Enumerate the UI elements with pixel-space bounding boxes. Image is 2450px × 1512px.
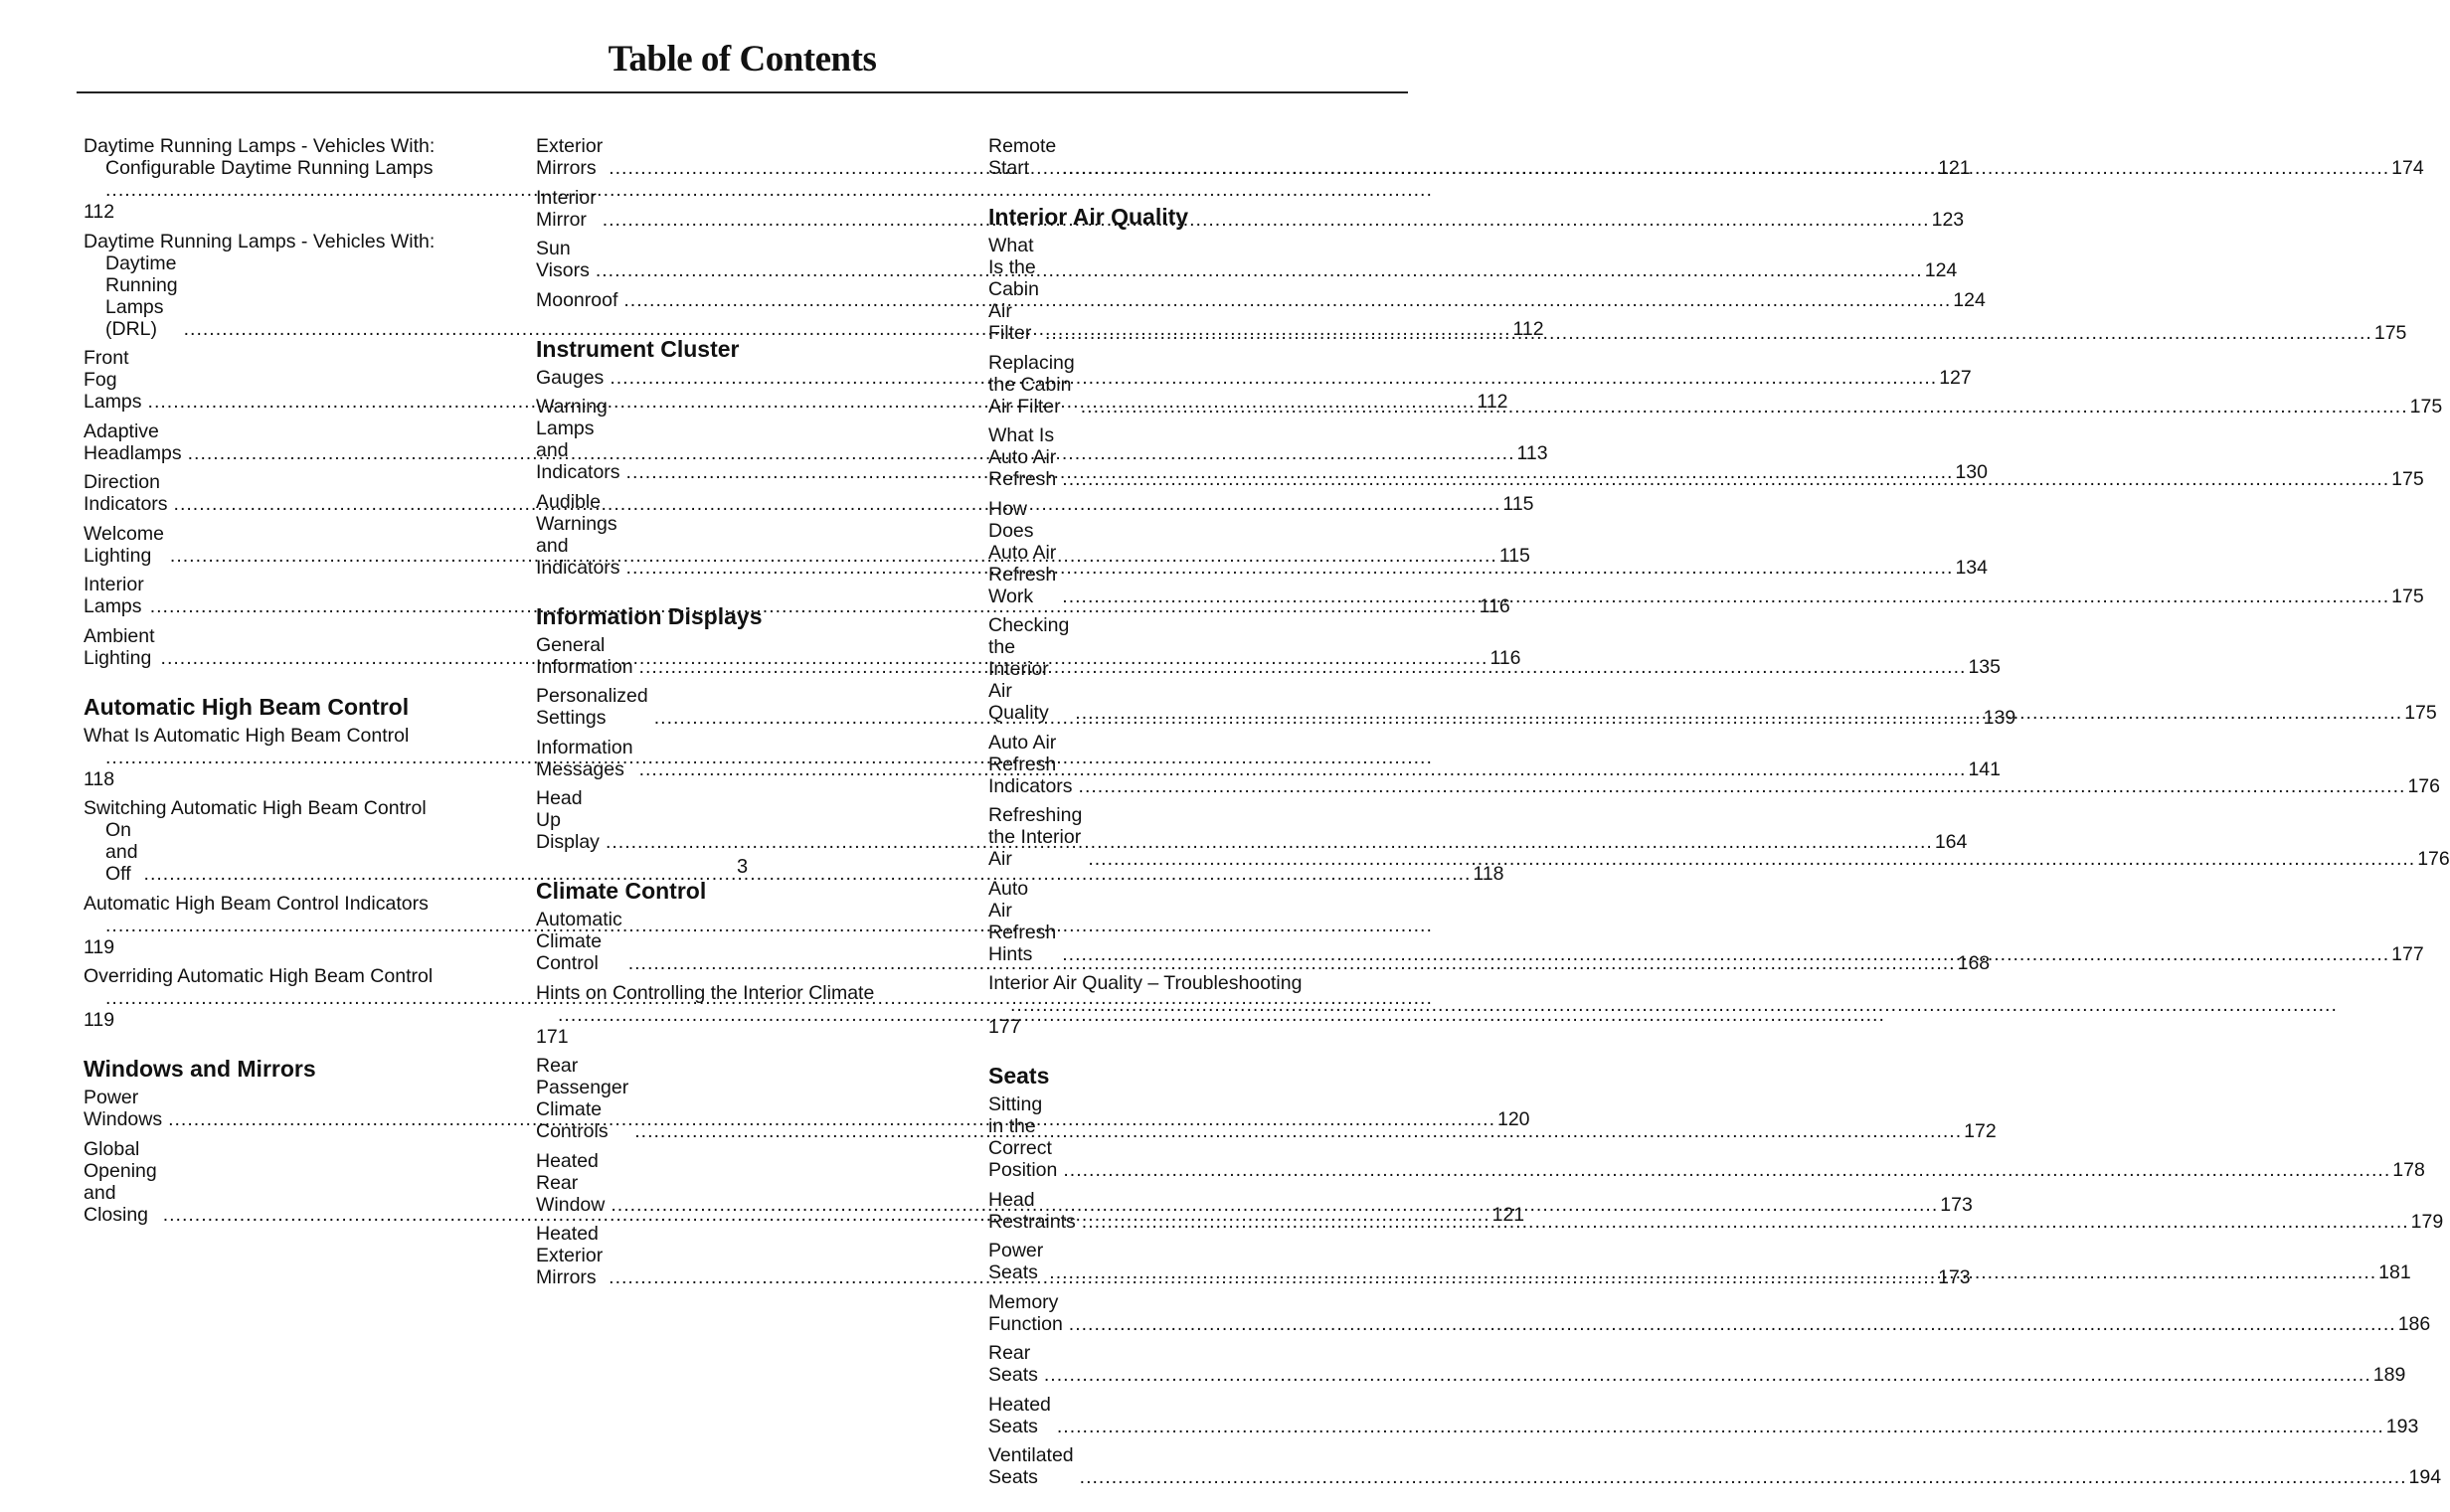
dot-leader: [1062, 943, 2389, 965]
entry-title: General Information: [536, 633, 633, 678]
entry-title: What Is Automatic High Beam Control: [84, 724, 410, 747]
entry-title: Interior Mirror: [536, 186, 597, 231]
entry-page: 118: [84, 767, 115, 790]
entry-title: Memory Function: [988, 1290, 1063, 1335]
section-heading: Seats: [988, 1063, 1050, 1089]
entry-page: 168: [1957, 952, 1991, 974]
entry-title: Front Fog Lamps: [84, 347, 142, 413]
entry-title: Checking the Interior Air Quality: [988, 614, 1070, 724]
entry-title: Head Restraints: [988, 1188, 1076, 1233]
entry-title: Adaptive Headlamps: [84, 420, 182, 464]
toc-entry-direction-indicators[interactable]: [84, 471, 1534, 515]
entry-page: 130: [1955, 461, 1988, 483]
entry-title-continued: Daytime Running Lamps (DRL): [105, 252, 178, 340]
entry-title: Power Windows: [84, 1087, 163, 1130]
page-title: Table of Contents: [608, 39, 877, 80]
dot-leader: [1069, 1313, 2396, 1335]
entry-page: 177: [2391, 942, 2424, 965]
entry-page: 124: [1924, 259, 1958, 281]
entry-title: Interior Air Quality – Troubleshooting: [988, 972, 1303, 994]
section-heading: Interior Air Quality: [988, 204, 1189, 230]
entry-page: 112: [1477, 391, 1508, 413]
entry-title: Auto Air Refresh Hints: [988, 877, 1057, 965]
entry-title: Auto Air Refresh Indicators: [988, 731, 1073, 797]
toc-entry-daytime-running-lamps-vehicles-with[interactable]: [84, 135, 495, 223]
dot-leader: [1062, 157, 2389, 179]
dot-leader: [1082, 1211, 2409, 1233]
entry-page: 118: [1473, 863, 1504, 885]
dot-leader: [1063, 1159, 2390, 1181]
entry-page: 112: [84, 201, 115, 223]
section-heading: Instrument Cluster: [536, 335, 740, 362]
entry-title-continued: Configurable Daytime Running Lamps: [105, 157, 434, 179]
toc-entry-overriding-automatic-high-beam-control[interactable]: [84, 965, 495, 1031]
toc-entry-gauges[interactable]: [536, 366, 1972, 389]
entry-title: What Is Auto Air Refresh: [988, 424, 1057, 490]
entry-page: 175: [2404, 702, 2437, 724]
section-heading: Climate Control: [536, 878, 707, 904]
toc-entry-automatic-high-beam-control-indicators[interactable]: [84, 893, 495, 958]
entry-page: 121: [1491, 1203, 1525, 1226]
entry-page: 181: [2378, 1261, 2411, 1283]
entry-page: 172: [1964, 1120, 1997, 1142]
toc-entry-personalized-settings[interactable]: [536, 685, 2016, 729]
entry-title: Interior Lamps: [84, 574, 144, 617]
toc-entry-moonroof[interactable]: [536, 288, 1986, 311]
entry-page: 139: [1983, 707, 2016, 729]
entry-title: Exterior Mirrors: [536, 135, 604, 179]
dot-leader: [1045, 322, 2372, 344]
entry-title: Ventilated Seats: [988, 1444, 1074, 1488]
toc-entry-power-windows[interactable]: [84, 1087, 1530, 1130]
entry-title: Moonroof: [536, 288, 618, 311]
entry-title: Welcome Lighting: [84, 522, 164, 567]
entry-title: Automatic Climate Control: [536, 909, 622, 974]
entry-title: Overriding Automatic High Beam Control: [84, 965, 434, 987]
entry-page: 173: [1938, 1266, 1971, 1288]
entry-page: 116: [1479, 595, 1510, 617]
section-heading: Windows and Mirrors: [84, 1056, 316, 1082]
entry-title: What Is the Cabin Air Filter: [988, 235, 1039, 344]
entry-page: 119: [84, 1009, 115, 1031]
entry-title: Refreshing the Interior Air: [988, 804, 1083, 870]
entry-page: 127: [1939, 366, 1972, 389]
entry-title: Rear Passenger Climate Controls: [536, 1055, 629, 1142]
entry-page: 112: [1512, 317, 1544, 340]
section-heading: Information Displays: [536, 602, 763, 629]
entry-page: 194: [2408, 1466, 2442, 1488]
entry-title: Sun Visors: [536, 238, 590, 281]
entry-title: Audible Warnings and Indicators: [536, 490, 620, 579]
entry-page: 113: [1516, 441, 1548, 464]
toc-entry-interior-air-quality-troubleshooting[interactable]: [988, 972, 1401, 1038]
entry-title: Daytime Running Lamps - Vehicles With:: [84, 230, 436, 252]
entry-title: Heated Exterior Mirrors: [536, 1223, 604, 1288]
entry-title: Replacing the Cabin Air Filter: [988, 351, 1075, 418]
entry-title: How Does Auto Air Refresh Work: [988, 497, 1057, 607]
entry-page: 124: [1953, 288, 1986, 311]
entry-page: 179: [2410, 1210, 2444, 1233]
entry-title: Warning Lamps and Indicators: [536, 396, 620, 483]
entry-title: Ambient Lighting: [84, 624, 155, 669]
entry-title: Gauges: [536, 366, 605, 389]
entry-page: 141: [1968, 757, 2001, 780]
section-heading: Automatic High Beam Control: [84, 693, 410, 720]
entry-title-continued: On and Off: [105, 819, 138, 885]
entry-title: Head Up Display: [536, 787, 600, 853]
dot-leader: [1010, 994, 2338, 1016]
entry-title: Global Opening and Closing: [84, 1137, 157, 1226]
entry-page: 174: [2391, 157, 2424, 179]
entry-page: 176: [2417, 848, 2450, 870]
entry-page: 120: [1496, 1108, 1530, 1130]
page-number: 3: [736, 856, 749, 878]
entry-page: 175: [2373, 322, 2407, 344]
entry-page: 134: [1955, 556, 1988, 579]
toc-entry-heated-seats[interactable]: [988, 1393, 2419, 1437]
dot-leader: [1062, 586, 2389, 607]
toc-entry-sun-visors[interactable]: [536, 238, 1958, 281]
entry-page: 119: [84, 935, 115, 958]
dot-leader: [1081, 396, 2408, 418]
dot-leader: [1079, 775, 2406, 797]
entry-title: Remote Start: [988, 135, 1057, 179]
dot-leader: [1062, 468, 2389, 490]
dot-leader: [1080, 1466, 2407, 1488]
entry-page: 175: [2391, 468, 2424, 490]
entry-page: 123: [1931, 208, 1965, 231]
entry-title: Switching Automatic High Beam Control: [84, 797, 427, 819]
entry-title: Daytime Running Lamps - Vehicles With:: [84, 135, 436, 157]
toc-entry-hints-on-controlling-the-interior-climate[interactable]: [536, 982, 949, 1048]
entry-page: 173: [1940, 1193, 1973, 1216]
entry-title: Sitting in the Correct Position: [988, 1093, 1058, 1181]
entry-title: Heated Seats: [988, 1393, 1051, 1437]
entry-title: Direction Indicators: [84, 471, 168, 515]
toc-entry-rear-seats[interactable]: [988, 1342, 2406, 1386]
entry-page: 186: [2397, 1312, 2431, 1335]
dot-leader: [1075, 702, 2402, 724]
dot-leader: [1049, 1261, 2376, 1283]
entry-page: 175: [2391, 585, 2424, 607]
entry-page: 176: [2407, 774, 2440, 797]
entry-page: 175: [2409, 395, 2443, 418]
entry-title: Automatic High Beam Control Indicators: [84, 892, 429, 915]
entry-page: 121: [1938, 157, 1971, 179]
title-divider: [77, 91, 1408, 93]
toc-entry-what-is-automatic-high-beam-control[interactable]: [84, 725, 495, 790]
toc-entry-memory-function[interactable]: [988, 1290, 2431, 1335]
dot-leader: [1057, 1416, 2384, 1437]
entry-title: Information Messages: [536, 736, 633, 780]
toc-entry-ventilated-seats[interactable]: [988, 1444, 2442, 1488]
entry-page: 171: [536, 1025, 569, 1048]
entry-page: 116: [1489, 646, 1521, 669]
entry-title: Power Seats: [988, 1240, 1044, 1283]
dot-leader: [1044, 1364, 2371, 1386]
entry-title: Hints on Controlling the Interior Climate: [536, 981, 875, 1004]
entry-title: Rear Seats: [988, 1342, 1038, 1386]
entry-title: Personalized Settings: [536, 685, 648, 729]
entry-page: 189: [2372, 1364, 2406, 1386]
entry-page: 135: [1968, 655, 2001, 678]
entry-page: 115: [1502, 493, 1534, 515]
entry-page: 115: [1498, 544, 1530, 567]
entry-page: 193: [2385, 1415, 2419, 1437]
entry-page: 164: [1934, 831, 1968, 853]
entry-page: 178: [2392, 1159, 2425, 1181]
entry-page: 177: [988, 1016, 1021, 1038]
entry-title: Heated Rear Window: [536, 1149, 606, 1216]
